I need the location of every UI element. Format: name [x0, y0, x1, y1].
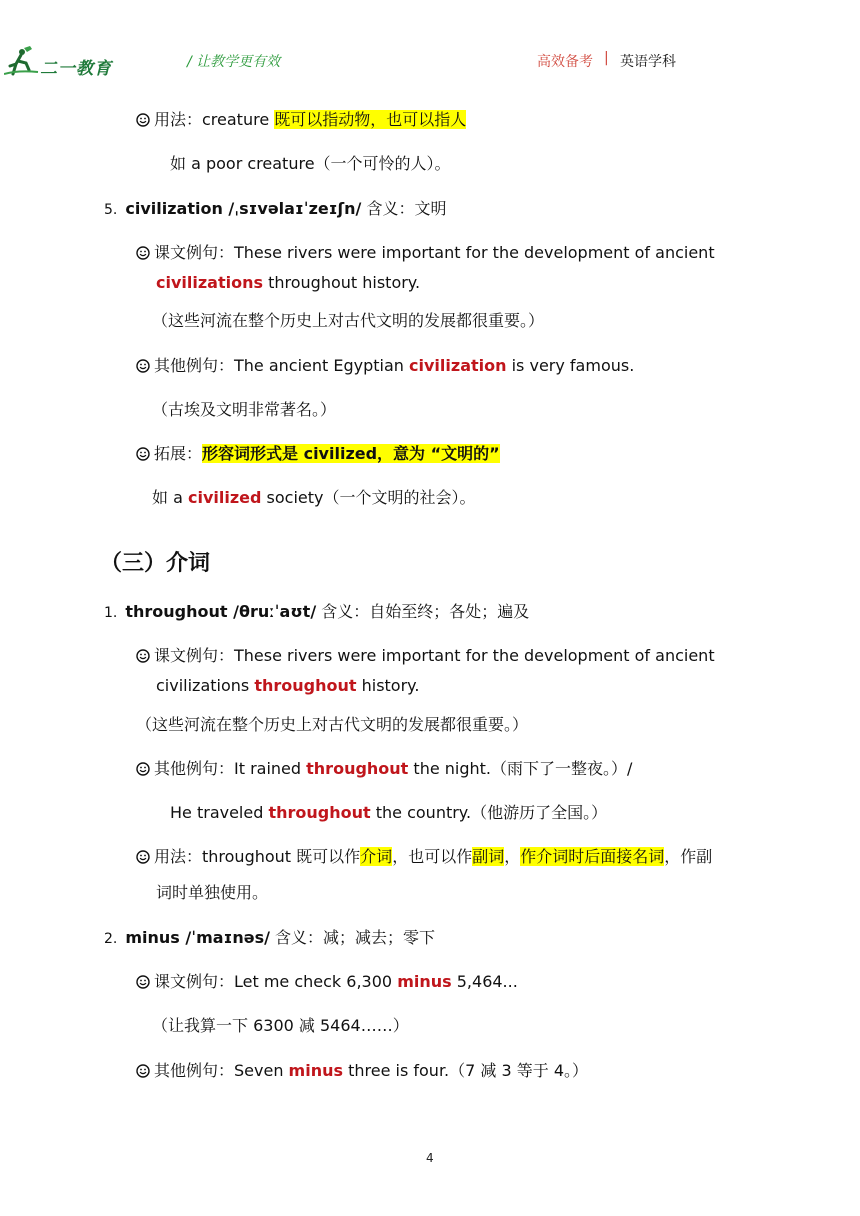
section-title: （三）介词	[100, 551, 211, 576]
keyword: civilization	[409, 356, 507, 375]
example-line	[156, 272, 420, 294]
logo	[4, 44, 114, 78]
text: 课文例句：These rivers were important for the development of ancient	[154, 646, 715, 665]
smiley-icon	[136, 113, 150, 127]
text: throughout history.	[263, 273, 421, 292]
keyword: civilized	[187, 488, 262, 507]
usage-line	[136, 846, 712, 868]
text: He traveled	[170, 803, 269, 822]
text: ，作副	[664, 847, 713, 866]
example-line	[136, 758, 632, 780]
example-line	[170, 802, 607, 824]
keyword: civilizations	[156, 273, 263, 292]
keyword: throughout	[306, 759, 409, 778]
text: society（一个文明的社会）。	[261, 488, 476, 507]
text: the country.（他游历了全国。）	[370, 803, 608, 822]
highlight: 形容词形式是 civilized，意为 “文明的”	[202, 444, 500, 463]
translation-line: （这些河流在整个历史上对古代文明的发展都很重要。）	[136, 715, 529, 734]
text: three is four.（7 减 3 等于 4。）	[343, 1061, 589, 1080]
logo-text: 二一教育	[40, 59, 112, 79]
text: 如 a	[152, 488, 188, 507]
vocab-heading	[104, 601, 529, 624]
vocab-heading	[104, 927, 435, 950]
example-line	[136, 242, 715, 264]
smiley-icon	[136, 649, 150, 663]
text: 其他例句：Seven	[154, 1061, 289, 1080]
keyword: throughout	[268, 803, 371, 822]
text: ，	[504, 847, 521, 866]
extension-line	[136, 443, 500, 465]
text: 课文例句：Let me check 6,300	[154, 972, 398, 991]
vocab-heading	[104, 198, 446, 221]
smiley-icon	[136, 1064, 150, 1078]
text: history.	[356, 676, 420, 695]
item-number: 1.	[104, 605, 118, 621]
example-line	[136, 1060, 588, 1082]
text: the night.（雨下了一整夜。）/	[408, 759, 633, 778]
vocab-word: minus /ˈmaɪnəs/	[125, 928, 270, 947]
keyword: minus	[397, 972, 452, 991]
example-line	[136, 971, 518, 993]
example-line: 如 a poor creature（一个可怜的人）。	[170, 154, 451, 173]
meaning: 含义：自始至终；各处；遍及	[316, 602, 530, 621]
header-label: 高效备考	[537, 54, 593, 70]
smiley-icon	[136, 246, 150, 260]
smiley-icon	[136, 762, 150, 776]
smiley-icon	[136, 850, 150, 864]
highlight: 副词	[472, 847, 505, 866]
text: 课文例句：These rivers were important for the development of ancient	[154, 243, 715, 262]
text: 其他例句：The ancient Egyptian	[154, 356, 410, 375]
runner-icon	[4, 44, 40, 78]
translation-line: （让我算一下 6300 减 5464……）	[152, 1016, 409, 1035]
example-line	[156, 675, 419, 697]
text: ，也可以作	[392, 847, 473, 866]
page-number: 4	[426, 1151, 434, 1165]
translation-line: （这些河流在整个历史上对古代文明的发展都很重要。）	[152, 311, 545, 330]
smiley-icon	[136, 447, 150, 461]
usage-line	[136, 109, 466, 131]
keyword: throughout	[254, 676, 357, 695]
header-separator: |	[604, 50, 609, 66]
text: civilizations	[156, 676, 255, 695]
item-number: 2.	[104, 931, 118, 947]
smiley-icon	[136, 975, 150, 989]
highlight: 既可以指动物，也可以指人	[274, 110, 467, 129]
example-line	[152, 487, 476, 509]
highlight: 介词	[360, 847, 393, 866]
meaning: 含义：减；减去；零下	[269, 928, 436, 947]
meaning: 含义：文明	[361, 199, 447, 218]
usage-line: 词时单独使用。	[156, 883, 269, 902]
text: 用法：throughout 既可以作	[154, 847, 361, 866]
highlight: 作介词时后面接名词	[520, 847, 665, 866]
text: 5,464...	[451, 972, 518, 991]
translation-line: （古埃及文明非常著名。）	[152, 400, 337, 419]
example-line	[136, 645, 715, 667]
text: 拓展：	[154, 444, 203, 463]
text: 用法：creature	[154, 110, 275, 129]
slogan: / 让教学更有效	[187, 54, 281, 70]
vocab-word: throughout /θruːˈaʊt/	[125, 602, 317, 621]
text: is very famous.	[506, 356, 635, 375]
text: 其他例句：It rained	[154, 759, 307, 778]
smiley-icon	[136, 359, 150, 373]
example-line	[136, 355, 634, 377]
keyword: minus	[288, 1061, 344, 1080]
vocab-word: civilization /ˌsɪvəlaɪˈzeɪʃn/	[125, 199, 362, 218]
header-subject: 英语学科	[620, 54, 676, 70]
item-number: 5.	[104, 202, 118, 218]
